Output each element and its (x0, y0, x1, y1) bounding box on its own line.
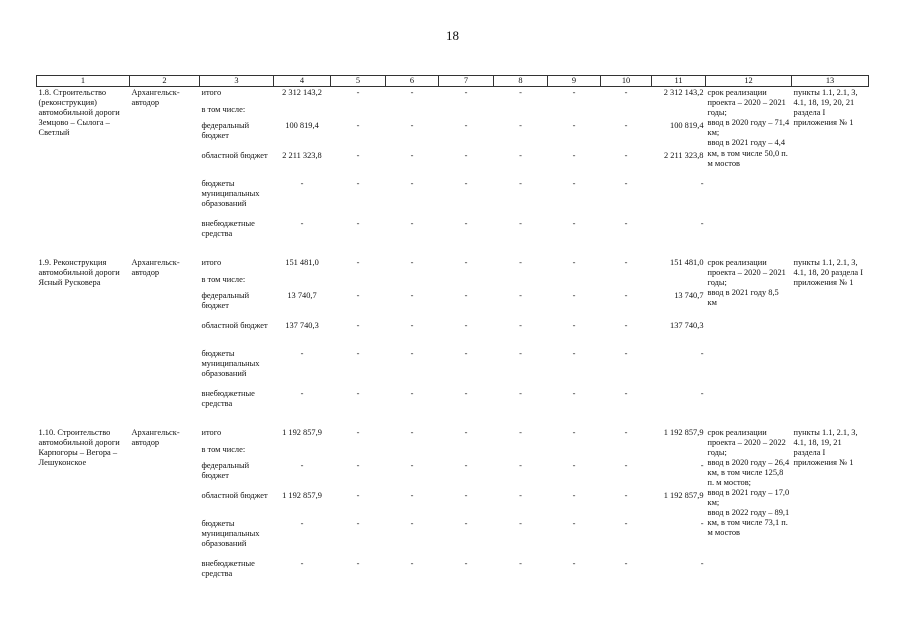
program-references-text: пункты 1.1, 2.1, 3, 4.1, 18, 19, 21 раздела I приложения № 1 (793, 427, 858, 467)
funding-source: в том числе: (201, 104, 246, 114)
funding-source: бюджеты муниципальных образований (201, 348, 260, 378)
amount-cell: - (410, 490, 414, 500)
amount-cell: - (356, 518, 360, 528)
amount-cell: - (410, 348, 414, 358)
amount-cell (331, 275, 386, 291)
funding-source: федеральный бюджет (201, 290, 250, 310)
amount-cell: - (624, 427, 628, 437)
column-header: 11 (652, 76, 706, 87)
amount-cell: 137 740,3 (285, 320, 319, 330)
project-description (706, 427, 792, 587)
amount-cell: - (300, 178, 304, 188)
amount-cell: - (410, 460, 414, 470)
amount-cell: 13 740,7 (287, 290, 317, 300)
amount-cell: - (624, 120, 628, 130)
funding-source: бюджеты муниципальных образований (201, 178, 260, 208)
amount-cell: - (356, 120, 360, 130)
project-description (706, 87, 792, 247)
amount-cell: - (572, 348, 576, 358)
amount-cell (494, 105, 548, 121)
amount-cell: - (572, 120, 576, 130)
amount-cell: - (572, 460, 576, 470)
amount-cell (274, 275, 331, 291)
amount-cell: - (356, 388, 360, 398)
column-header: 7 (439, 76, 494, 87)
amount-cell: - (624, 558, 628, 568)
total-cell: - (700, 460, 704, 470)
amount-cell: - (356, 320, 360, 330)
column-header: 10 (601, 76, 652, 87)
funding-source: итого (201, 257, 222, 267)
amount-cell (548, 445, 601, 461)
amount-cell (548, 275, 601, 291)
amount-cell (601, 445, 652, 461)
amount-cell: - (624, 150, 628, 160)
amount-cell: - (624, 388, 628, 398)
amount-cell: - (519, 88, 522, 98)
amount-cell: - (572, 150, 576, 160)
amount-cell: - (356, 218, 360, 228)
total-cell: - (700, 178, 704, 188)
column-header: 2 (130, 76, 200, 87)
funding-source: областной бюджет (201, 150, 268, 160)
funding-row (37, 257, 869, 275)
column-header: 4 (274, 76, 331, 87)
total-cell: 1 192 857,9 (663, 427, 704, 437)
amount-cell: - (410, 558, 414, 568)
funding-source: внебюджетные средства (201, 388, 255, 408)
amount-cell: - (410, 120, 414, 130)
project-separator (37, 247, 869, 257)
project-name-text: 1.10. Строительство автомобильной дороги Карпогоры – Вегора – Лешуконское (38, 427, 120, 467)
funding-source: федеральный бюджет (201, 120, 250, 140)
column-number-header (37, 76, 869, 87)
funding-source: в том числе: (201, 274, 246, 284)
amount-cell (274, 445, 331, 461)
amount-cell: - (356, 257, 360, 267)
amount-cell: - (624, 257, 628, 267)
responsible-org-text: Архангельск-автодор (131, 88, 180, 108)
amount-cell: 1 192 857,9 (282, 427, 322, 437)
amount-cell (386, 105, 439, 121)
separator-cell (37, 247, 869, 257)
amount-cell: - (519, 320, 522, 330)
total-cell: - (700, 388, 704, 398)
amount-cell: - (519, 490, 522, 500)
amount-cell: - (356, 558, 360, 568)
amount-cell: - (464, 150, 468, 160)
page-number: 18 (446, 28, 459, 43)
program-references (792, 427, 869, 587)
amount-cell: - (410, 88, 414, 98)
amount-cell: - (410, 257, 414, 267)
amount-cell (274, 105, 331, 121)
amount-cell: - (624, 218, 628, 228)
total-cell (652, 445, 706, 461)
funding-source: областной бюджет (201, 490, 268, 500)
column-header: 6 (386, 76, 439, 87)
amount-cell: - (300, 388, 304, 398)
table-body (37, 87, 869, 587)
amount-cell: - (624, 518, 628, 528)
amount-cell: - (300, 218, 304, 228)
amount-cell: - (519, 427, 522, 437)
total-cell: 2 211 323,8 (664, 150, 704, 160)
amount-cell (386, 445, 439, 461)
column-header: 12 (706, 76, 792, 87)
column-header: 1 (37, 76, 130, 87)
amount-cell: - (464, 320, 468, 330)
project-description (706, 257, 792, 417)
funding-source: бюджеты муниципальных образований (201, 518, 260, 548)
amount-cell: - (356, 427, 360, 437)
amount-cell: - (464, 518, 468, 528)
amount-cell: - (464, 88, 468, 98)
amount-cell: - (624, 460, 628, 470)
amount-cell: - (464, 558, 468, 568)
amount-cell: - (572, 427, 576, 437)
amount-cell: - (464, 218, 468, 228)
amount-cell: - (624, 178, 628, 188)
amount-cell: - (624, 348, 628, 358)
amount-cell: - (519, 218, 522, 228)
funding-source: федеральный бюджет (201, 460, 250, 480)
funding-source: итого (201, 427, 222, 437)
project-name (37, 257, 130, 417)
funding-source: итого (201, 88, 222, 98)
amount-cell: - (572, 320, 576, 330)
program-references (792, 257, 869, 417)
total-cell: 100 819,4 (670, 120, 704, 130)
amount-cell: - (300, 460, 304, 470)
amount-cell (601, 275, 652, 291)
amount-cell: - (464, 257, 468, 267)
amount-cell (439, 275, 494, 291)
amount-cell: 2 211 323,8 (282, 150, 322, 160)
amount-cell: - (572, 218, 576, 228)
funding-source: в том числе: (201, 444, 246, 454)
responsible-org (130, 427, 200, 587)
amount-cell: - (464, 460, 468, 470)
column-header: 8 (494, 76, 548, 87)
amount-cell: - (410, 218, 414, 228)
amount-cell (331, 445, 386, 461)
total-cell: - (700, 218, 704, 228)
amount-cell (601, 105, 652, 121)
program-references-text: пункты 1.1, 2.1, 3, 4.1, 18, 20 раздела I приложения № 1 (793, 257, 864, 287)
amount-cell: - (572, 558, 576, 568)
amount-cell: - (519, 290, 522, 300)
amount-cell: - (519, 120, 522, 130)
amount-cell: 1 192 857,9 (282, 490, 322, 500)
amount-cell: - (356, 88, 360, 98)
amount-cell: - (572, 178, 576, 188)
amount-cell: - (519, 460, 522, 470)
project-description-text: срок реализации проекта – 2020 – 2021 годы; ввод в 2021 году 8,5 км (707, 257, 786, 307)
funding-source: внебюджетные средства (201, 558, 255, 578)
total-cell: 2 312 143,2 (663, 88, 704, 98)
total-cell: - (700, 518, 704, 528)
responsible-org-text: Архангельск-автодор (131, 427, 180, 447)
amount-cell: - (356, 150, 360, 160)
funding-source: областной бюджет (201, 320, 268, 330)
separator-cell (37, 417, 869, 427)
program-references-text: пункты 1.1, 2.1, 3, 4.1, 18, 19, 20, 21 раздела I приложения № 1 (793, 88, 858, 128)
total-cell: 151 481,0 (670, 257, 704, 267)
total-cell: 1 192 857,9 (663, 490, 704, 500)
amount-cell: - (572, 518, 576, 528)
amount-cell: - (410, 290, 414, 300)
project-name-text: 1.9. Реконструкция автомобильной дороги Ясный Русковера (38, 257, 120, 287)
amount-cell: - (519, 348, 522, 358)
amount-cell: - (356, 490, 360, 500)
responsible-org-text: Архангельск-автодор (131, 257, 180, 277)
responsible-org (130, 87, 200, 247)
amount-cell: 151 481,0 (285, 257, 319, 267)
amount-cell: - (356, 348, 360, 358)
amount-cell (494, 445, 548, 461)
project-description-text: срок реализации проекта – 2020 – 2021 годы; ввод в 2020 году – 71,4 км; ввод в 2021 году – 4,4 км, в том числе 50,0 п. м мостов (707, 88, 790, 168)
total-cell: - (700, 348, 704, 358)
amount-cell (548, 105, 601, 121)
amount-cell: - (410, 178, 414, 188)
amount-cell: - (410, 518, 414, 528)
total-cell (652, 105, 706, 121)
amount-cell: - (519, 518, 522, 528)
project-description-text: срок реализации проекта – 2020 – 2022 годы; ввод в 2020 году – 26,4 км, в том числе 125,8 п. м мостов; ввод в 2021 году – 17,0 км; ввод в 2022 году – 89,1 км, в том числе 73,1 п. м мостов (707, 427, 790, 538)
amount-cell: - (519, 558, 522, 568)
amount-cell: - (464, 490, 468, 500)
amount-cell (439, 105, 494, 121)
total-cell: 137 740,3 (670, 320, 704, 330)
amount-cell: - (624, 88, 628, 98)
project-separator (37, 417, 869, 427)
amount-cell (331, 105, 386, 121)
amount-cell: - (624, 490, 628, 500)
amount-cell: - (572, 388, 576, 398)
amount-cell: - (300, 518, 304, 528)
amount-cell: - (300, 348, 304, 358)
amount-cell: - (519, 257, 522, 267)
amount-cell: - (464, 290, 468, 300)
amount-cell: - (464, 388, 468, 398)
amount-cell: - (410, 150, 414, 160)
amount-cell: - (356, 290, 360, 300)
project-name (37, 87, 130, 247)
amount-cell: - (300, 558, 304, 568)
amount-cell: - (464, 120, 468, 130)
amount-cell: - (356, 178, 360, 188)
amount-cell: - (464, 178, 468, 188)
amount-cell: - (624, 320, 628, 330)
column-header: 9 (548, 76, 601, 87)
funding-row (37, 87, 869, 105)
amount-cell: 100 819,4 (285, 120, 319, 130)
project-name (37, 427, 130, 587)
amount-cell: - (356, 460, 360, 470)
amount-cell: - (624, 290, 628, 300)
amount-cell: - (464, 427, 468, 437)
program-table (36, 75, 869, 587)
amount-cell: 2 312 143,2 (282, 88, 322, 98)
responsible-org (130, 257, 200, 417)
funding-row (37, 427, 869, 445)
amount-cell: - (572, 290, 576, 300)
column-header: 13 (792, 76, 869, 87)
amount-cell: - (519, 178, 522, 188)
amount-cell (494, 275, 548, 291)
amount-cell: - (572, 88, 576, 98)
amount-cell (439, 445, 494, 461)
total-cell: - (700, 558, 704, 568)
column-header: 3 (200, 76, 274, 87)
program-references (792, 87, 869, 247)
amount-cell: - (519, 388, 522, 398)
total-cell (652, 275, 706, 291)
amount-cell: - (572, 490, 576, 500)
amount-cell: - (410, 320, 414, 330)
funding-source: внебюджетные средства (201, 218, 255, 238)
total-cell: 13 740,7 (674, 290, 704, 300)
amount-cell: - (519, 150, 522, 160)
amount-cell: - (410, 388, 414, 398)
amount-cell: - (410, 427, 414, 437)
amount-cell: - (464, 348, 468, 358)
amount-cell: - (572, 257, 576, 267)
column-header: 5 (331, 76, 386, 87)
project-name-text: 1.8. Строительство (реконструкция) автомобильной дороги Земцово – Сылога – Светлый (38, 88, 120, 138)
amount-cell (386, 275, 439, 291)
